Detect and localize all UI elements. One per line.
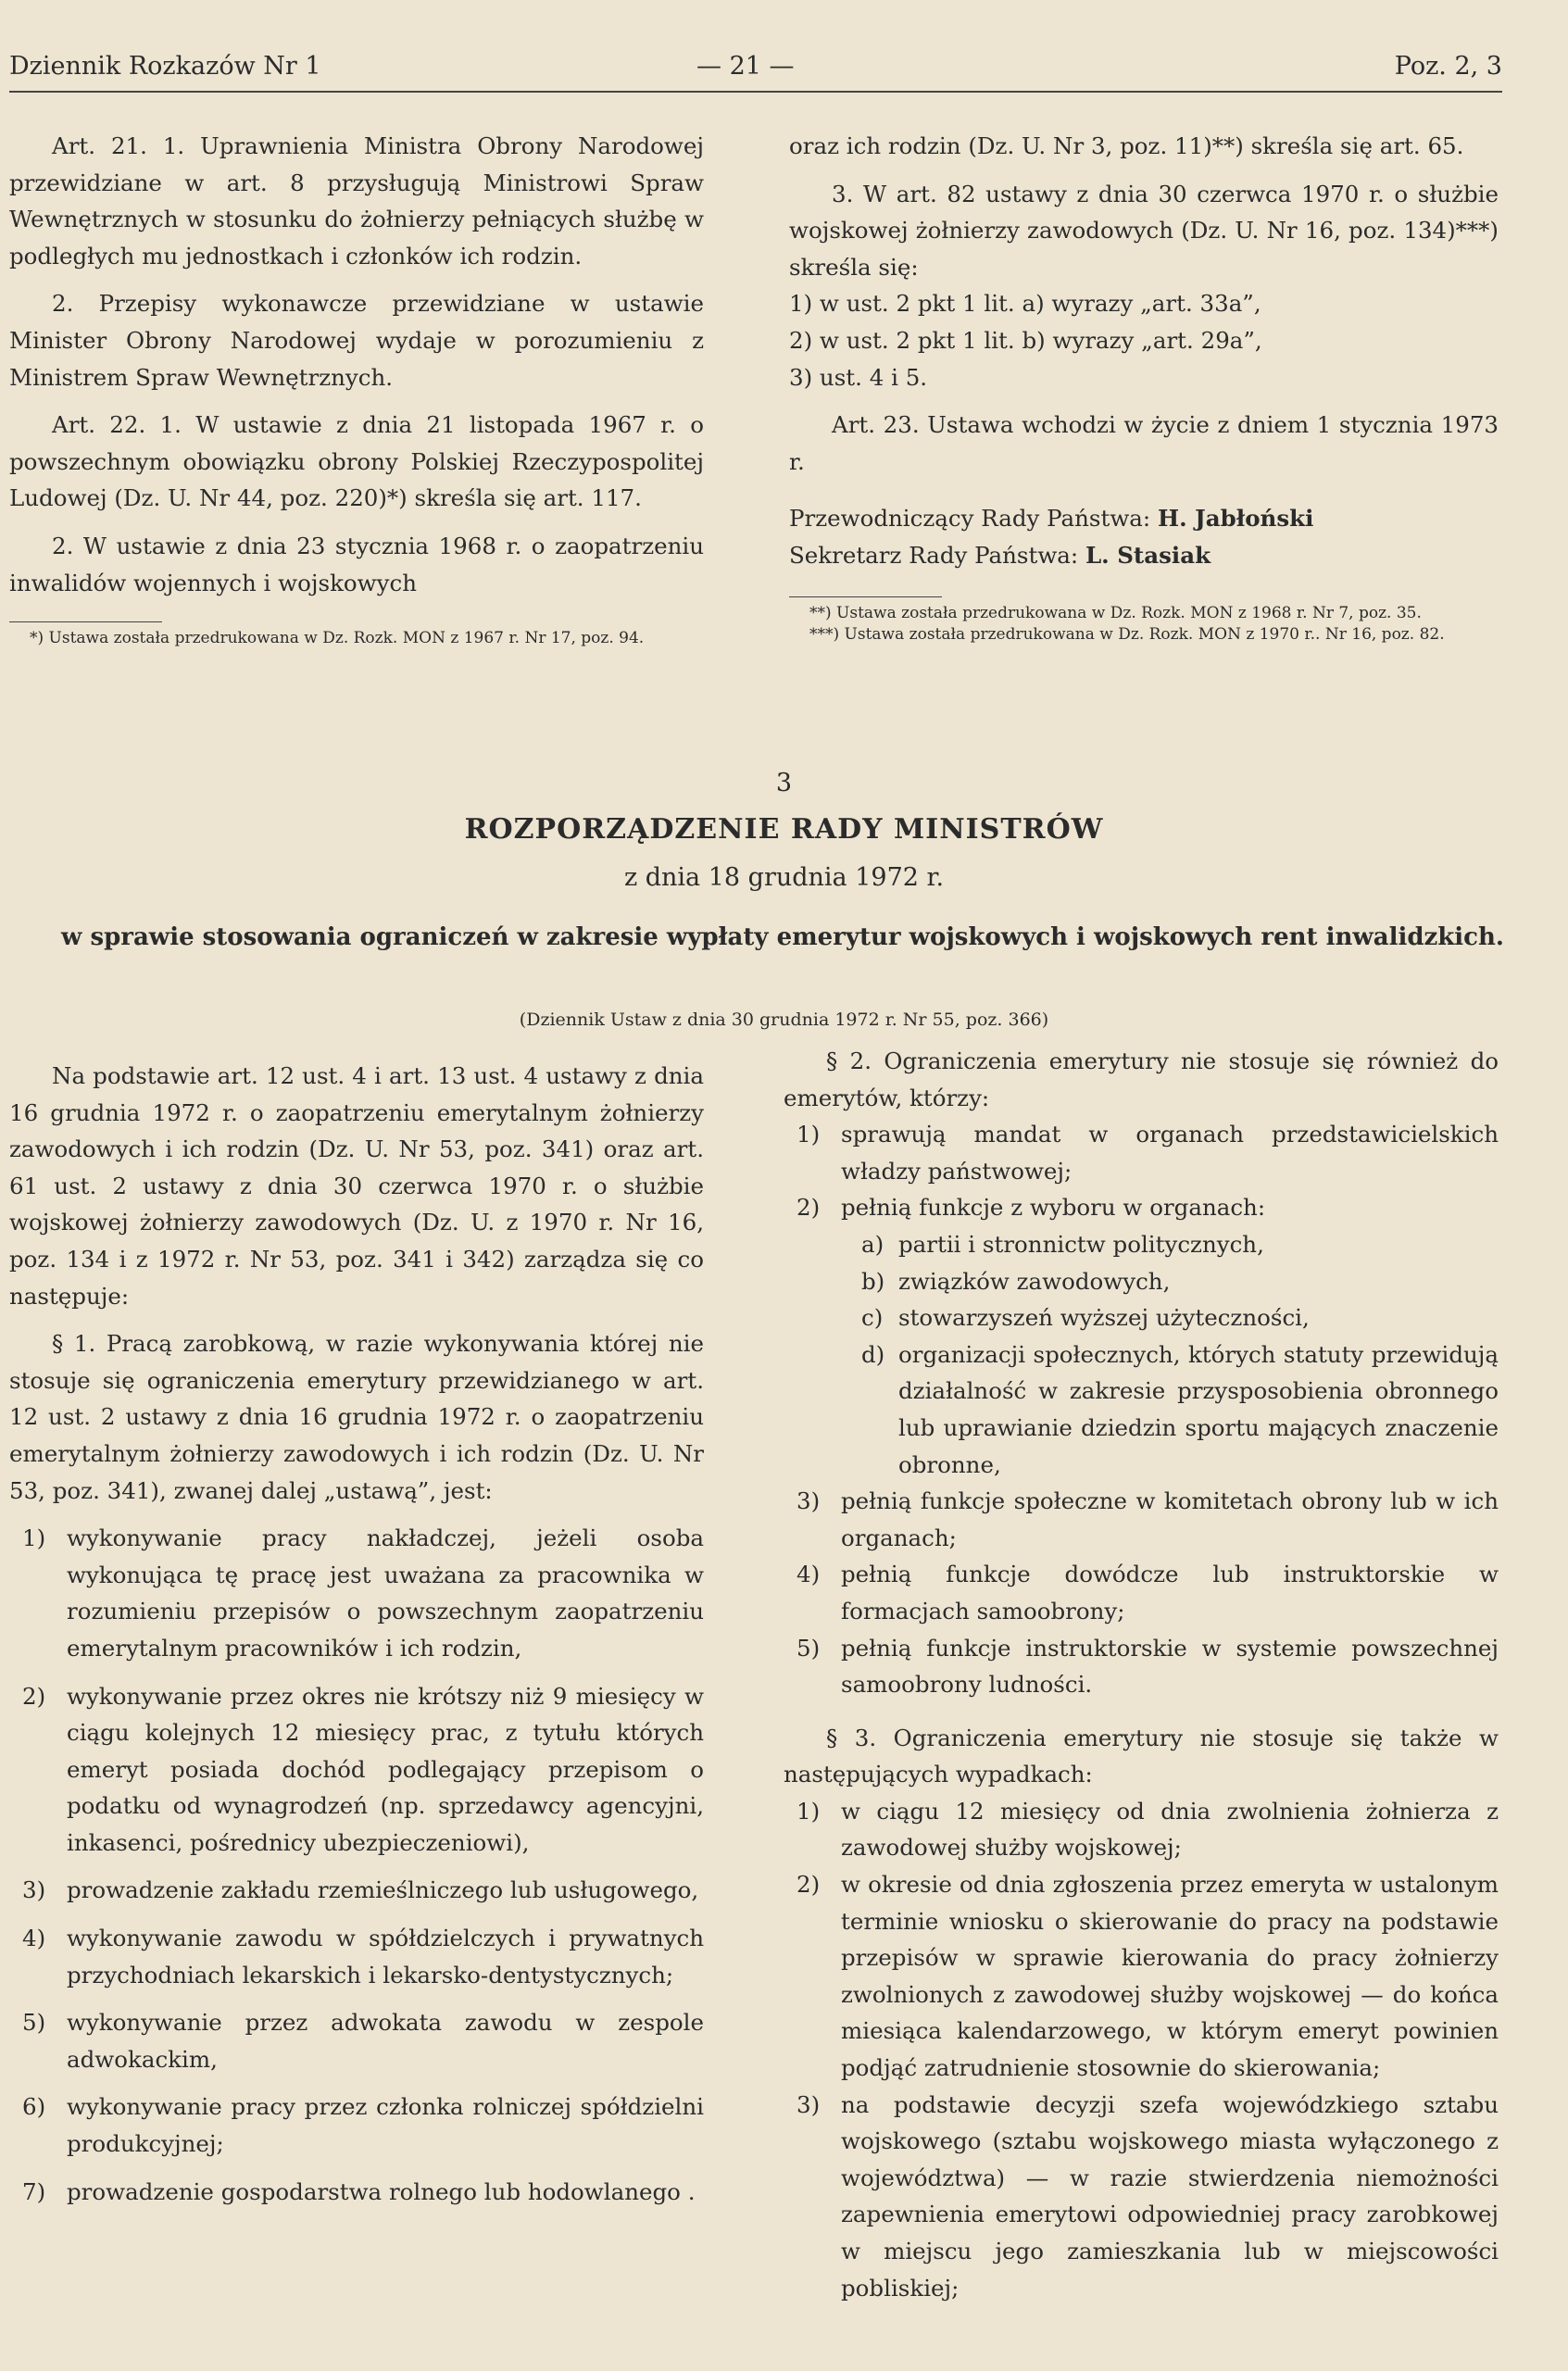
list-item: 6) wykonywanie pracy przez członka rolniczej spółdzielni produkcyjnej; [22, 2093, 704, 2158]
art22-items [789, 285, 1499, 395]
page-header [9, 52, 1502, 89]
sub-list-item: b) związków zawodowych, [861, 1267, 1171, 1295]
art21-para2: 2. Przepisy wykonawcze przewidziane w ustawie Minister Obrony Narodowej wydaje w porozumieniu z Ministrem Spraw Wewnętrznych. [9, 290, 704, 391]
upper-right-column [789, 128, 1499, 646]
footnote-rule [9, 621, 162, 622]
footnote-rule [789, 596, 942, 597]
footnote-3: ***) Ustawa została przedrukowana w Dz. Rozk. MON z 1970 r.. Nr 16, poz. 82. [809, 624, 1445, 644]
signature-chairman-label: Przewodniczący Rady Państwa: [789, 505, 1151, 533]
list-item: 5) wykonywanie przez adwokata zawodu w zespole adwokackim, [22, 2009, 704, 2073]
footnote-2: **) Ustawa została przedrukowana w Dz. Rozk. MON z 1968 r. Nr 7, poz. 35. [809, 603, 1422, 622]
footnote-1: *) Ustawa została przedrukowana w Dz. Rozk. MON z 1967 r. Nr 17, poz. 94. [30, 629, 645, 648]
signature-secretary-name: L. Stasiak [1085, 541, 1211, 569]
signatures [789, 500, 1499, 573]
art22-para1: Art. 22. 1. W ustawie z dnia 21 listopada 1967 r. o powszechnym obowiązku obrony Polskiej Rzeczypospolitej Ludowej (Dz. U. Nr 44, poz. 220)*) skreśla się art. 117. [9, 411, 704, 512]
signature-chairman [789, 500, 1499, 537]
lower-right-column [784, 1043, 1499, 2306]
paragraph-s1: § 1. Pracą zarobkową, w razie wykonywania której nie stosuje się ograniczenia emerytury przewidzianego w art. 12 ust. 2 ustawy z dnia 16 grudnia 1972 r. o zaopatrzeniu emerytalnym żołnierzy zawodowych i ich rodzin (Dz. U. Nr 53, poz. 341), zwanej dalej „ustawą”, jest: [9, 1330, 704, 1504]
signature-secretary-label: Sekretarz Rady Państwa: [789, 541, 1079, 569]
header-position: Poz. 2, 3 [1394, 52, 1502, 81]
art22-item: 2) w ust. 2 pkt 1 lit. b) wyrazy „art. 29a”, [789, 326, 1262, 354]
paragraph-s3: § 3. Ograniczenia emerytury nie stosuje się także w następujących wypadkach: [784, 1724, 1499, 1788]
art22-item: 1) w ust. 2 pkt 1 lit. a) wyrazy „art. 33a”, [789, 290, 1261, 318]
list-item: 3) prowadzenie zakładu rzemieślniczego lub usługowego, [22, 1876, 699, 1904]
list-item: 3) na podstawie decyzji szefa wojewódzkiego sztabu wojskowego (sztabu wojskowego miasta wyłączonego z województwa) — w razie stwierdzenia niemożności zapewnienia emerytowi odpowiedniej pracy zarobkowej w miejscu jego zamieszkania lub w miejscowości pobliskiej; [797, 2090, 1499, 2302]
art22-para3: 3. W art. 82 ustawy z dnia 30 czerwca 1970 r. o służbie wojskowej żołnierzy zawodowych (Dz. U. Nr 16, poz. 134)***) skreśla się: [789, 180, 1499, 281]
header-rule [9, 91, 1502, 93]
paragraph-s2: § 2. Ograniczenia emerytury nie stosuje się również do emerytów, którzy: [784, 1048, 1499, 1111]
art22-item: 3) ust. 4 i 5. [789, 363, 928, 391]
sub-list-item: a) partii i stronnictw politycznych, [861, 1230, 1264, 1258]
list-item: 5) pełnią funkcje instruktorskie w systemie powszechnej samoobrony ludności. [797, 1634, 1499, 1699]
art22-continuation: oraz ich rodzin (Dz. U. Nr 3, poz. 11)**) skreśla się art. 65. [789, 132, 1464, 159]
regulation-source: (Dziennik Ustaw z dnia 30 grudnia 1972 r. Nr 55, poz. 366) [519, 1010, 1049, 1030]
lower-left-column [9, 1058, 704, 2210]
art21-para1: Art. 21. 1. Uprawnienia Ministra Obrony Narodowej przewidziane w art. 8 przysługują Ministrowi Spraw Wewnętrznych w stosunku do żołnierzy pełniących służbę w podległych mu jednostkach i członków ich rodzin. [9, 132, 704, 270]
regulation-date: z dnia 18 grudnia 1972 r. [623, 863, 945, 892]
list-item: 3) pełnią funkcje społeczne w komitetach obrony lub w ich organach; [797, 1487, 1499, 1551]
signature-chairman-name: H. Jabłoński [1157, 505, 1314, 533]
section-number: 3 [775, 769, 793, 797]
art22-para2: 2. W ustawie z dnia 23 stycznia 1968 r. o zaopatrzeniu inwalidów wojennych i wojskowych [9, 532, 704, 596]
intro-paragraph: Na podstawie art. 12 ust. 4 i art. 13 ust. 4 ustawy z dnia 16 grudnia 1972 r. o zaopatrzeniu emerytalnym żołnierzy zawodowych i ich rodzin (Dz. U. Nr 53, poz. 341) oraz art. 61 ust. 2 ustawy z dnia 30 czerwca 1970 r. o służbie wojskowej żołnierzy zawodowych (Dz. U. z 1970 r. Nr 16, poz. 134 i z 1972 r. Nr 53, poz. 341 i 342) zarządza się co następuje: [9, 1062, 704, 1310]
list-item: 7) prowadzenie gospodarstwa rolnego lub hodowlanego . [22, 2177, 696, 2205]
list-item: 1) sprawują mandat w organach przedstawicielskich władzy państwowej; [797, 1121, 1499, 1185]
list-item: 4) pełnią funkcje dowódcze lub instruktorskie w formacjach samoobrony; [797, 1561, 1499, 1625]
sub-list-item: d) organizacji społecznych, których statuty przewidują działalność w zakresie przysposobienia obronnego lub uprawianie dziedzin sportu mających znaczenie obronne, [861, 1340, 1499, 1478]
upper-left-column [9, 128, 704, 649]
regulation-subject: w sprawie stosowania ograniczeń w zakresie wypłaty emerytur wojskowych i wojskowych rent inwalidzkich. [61, 923, 1504, 951]
signature-secretary [789, 537, 1499, 574]
list-item: 2) pełnią funkcje z wyboru w organach: [797, 1194, 1266, 1222]
art23: Art. 23. Ustawa wchodzi w życie z dniem 1 stycznia 1973 r. [789, 411, 1499, 475]
list-item: 2) wykonywanie przez okres nie krótszy niż 9 miesięcy w ciągu kolejnych 12 miesięcy prac, z tytułu których emeryt posiada dochód podlegający przepisom o podatku od wynagrodzeń (np. sprzedawcy agencyjni, inkasenci, pośrednicy ubezpieczeniowi), [22, 1682, 704, 1856]
header-journal-title: Dziennik Rozkazów Nr 1 [9, 52, 321, 81]
list-item: 1) wykonywanie pracy nakładczej, jeżeli osoba wykonująca tę pracę jest uważana za pracownika w rozumieniu przepisów o powszechnym zaopatrzeniu emerytalnym pracowników i ich rodzin, [22, 1524, 704, 1662]
sub-list-item: c) stowarzyszeń wyższej użyteczności, [861, 1304, 1310, 1332]
header-page-number: — 21 — [696, 52, 795, 81]
list-item: 1) w ciągu 12 miesięcy od dnia zwolnienia żołnierza z zawodowej służby wojskowej; [797, 1797, 1499, 1862]
list-item: 2) w okresie od dnia zgłoszenia przez emeryta w ustalonym terminie wniosku o skierowanie do pracy na podstawie przepisów w sprawie kierowania do pracy żołnierzy zwolnionych z zawodowej służby wojskowej — do końca miesiąca kalendarzowego, w którym emeryt powinien podjąć zatrudnienie stosownie do skierowania; [797, 1871, 1499, 2082]
regulation-title: ROZPORZĄDZENIE RADY MINISTRÓW [464, 813, 1104, 846]
list-item: 4) wykonywanie zawodu w spółdzielczych i prywatnych przychodniach lekarskich i lekarsko-dentystycznych; [22, 1925, 704, 1988]
